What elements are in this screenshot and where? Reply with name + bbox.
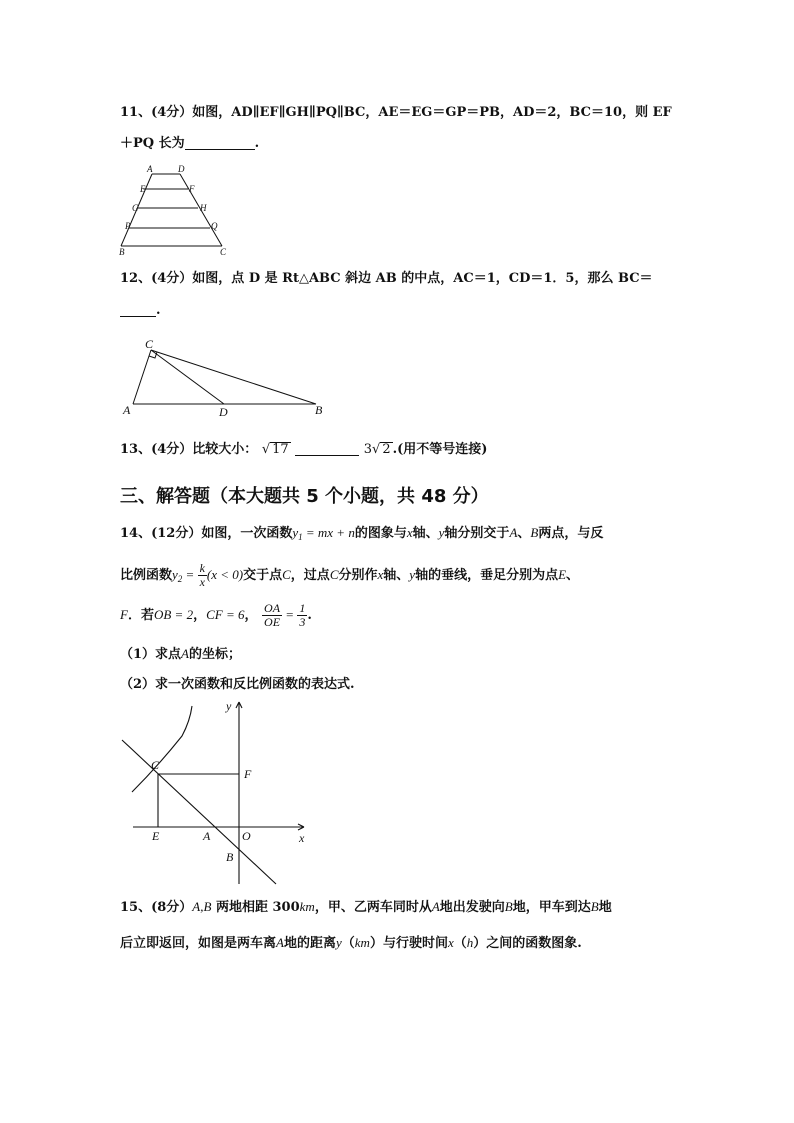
- label-d: D: [219, 405, 228, 419]
- hyperbola-curve: [132, 706, 192, 792]
- label-c: C: [145, 337, 154, 351]
- q15-line2: 后立即返回，如图是两车离A地的距离y（km）与行驶时间x（h）之间的函数图象.: [120, 935, 582, 951]
- q11-answer-blank[interactable]: [185, 135, 255, 150]
- q11-line1: 11、(4分）如图，AD∥EF∥GH∥PQ∥BC，AE＝EG＝GP＝PB，AD＝2，BC＝10，则 EF: [120, 105, 672, 120]
- q14-fraction-k-over-x: $\frac{k}{x}$: [199, 561, 205, 589]
- label-q: Q: [211, 221, 218, 231]
- q15-line1: 15、(8分）A,B 两地相距 300km，甲、乙两车同时从A地出发驶向B地，甲车到达B地: [120, 899, 612, 915]
- section-title: 三、解答题（本大题共 5 个小题，共 48 分）: [120, 486, 489, 507]
- q14-line2: 比例函数$y_2$ = $\frac{k}{x}$ (x < 0)交于点C，过点C分别作x轴、y轴的垂线，垂足分别为点E、: [120, 561, 580, 589]
- segment-cb: [151, 350, 316, 404]
- label-e: E: [140, 184, 146, 194]
- label-p: P: [125, 221, 131, 231]
- q14-part1: （1）求点A的坐标；: [120, 646, 242, 662]
- label-c: C: [151, 758, 160, 772]
- label-d: D: [178, 164, 185, 174]
- label-f: F: [244, 767, 252, 781]
- q13-sqrt-b: 2: [382, 442, 391, 457]
- q12-answer-blank[interactable]: [120, 302, 156, 317]
- q14-function-graph: [118, 696, 318, 886]
- q11-line2: ＋PQ 长为 .: [120, 136, 260, 151]
- q12-triangle-figure: [118, 336, 338, 418]
- q14-line3: F．若OB = 2，CF = 6， $\frac{OA}{OE}$ = $\frac{1}{3}$ .: [120, 601, 312, 629]
- segment-ac: [133, 350, 151, 404]
- label-a: A: [123, 403, 131, 417]
- linear-function-line: [122, 740, 276, 884]
- q14-line1: 14、(12分）如图，一次函数$y_1$ = mx + n的图象与x轴、y轴分别交于A、B两点，与反: [120, 525, 604, 542]
- q14-fraction-oa-oe: $\frac{OA}{OE}$: [264, 601, 281, 629]
- q13-sqrt-a: 17: [272, 442, 289, 457]
- q14-part2: （2）求一次函数和反比例函数的表达式.: [120, 677, 355, 692]
- label-f: F: [189, 184, 195, 194]
- q12-line2: .: [120, 302, 161, 320]
- label-c: C: [220, 247, 227, 257]
- label-x: x: [299, 831, 305, 845]
- label-a: A: [203, 829, 211, 843]
- label-y: y: [226, 699, 232, 713]
- q11-trapezoid-figure: [118, 166, 238, 256]
- label-o: O: [242, 829, 251, 843]
- label-a: A: [147, 164, 153, 174]
- q13-answer-blank[interactable]: [295, 441, 359, 456]
- label-b: B: [226, 850, 234, 864]
- q12-line1: 12、(4分）如图，点 D 是 Rt△ABC 斜边 AB 的中点，AC＝1，CD＝1．5，那么 BC＝: [120, 271, 653, 286]
- label-h: H: [200, 203, 207, 213]
- q13-line: 13、(4分）比较大小： √ 17 3√ 2 .(用不等号连接): [120, 442, 488, 457]
- label-b: B: [315, 403, 323, 417]
- q14-fraction-one-third: $\frac{1}{3}$: [299, 601, 306, 629]
- label-b: B: [119, 247, 125, 257]
- label-e: E: [152, 829, 160, 843]
- label-g: G: [132, 203, 139, 213]
- segment-cd: [151, 350, 224, 404]
